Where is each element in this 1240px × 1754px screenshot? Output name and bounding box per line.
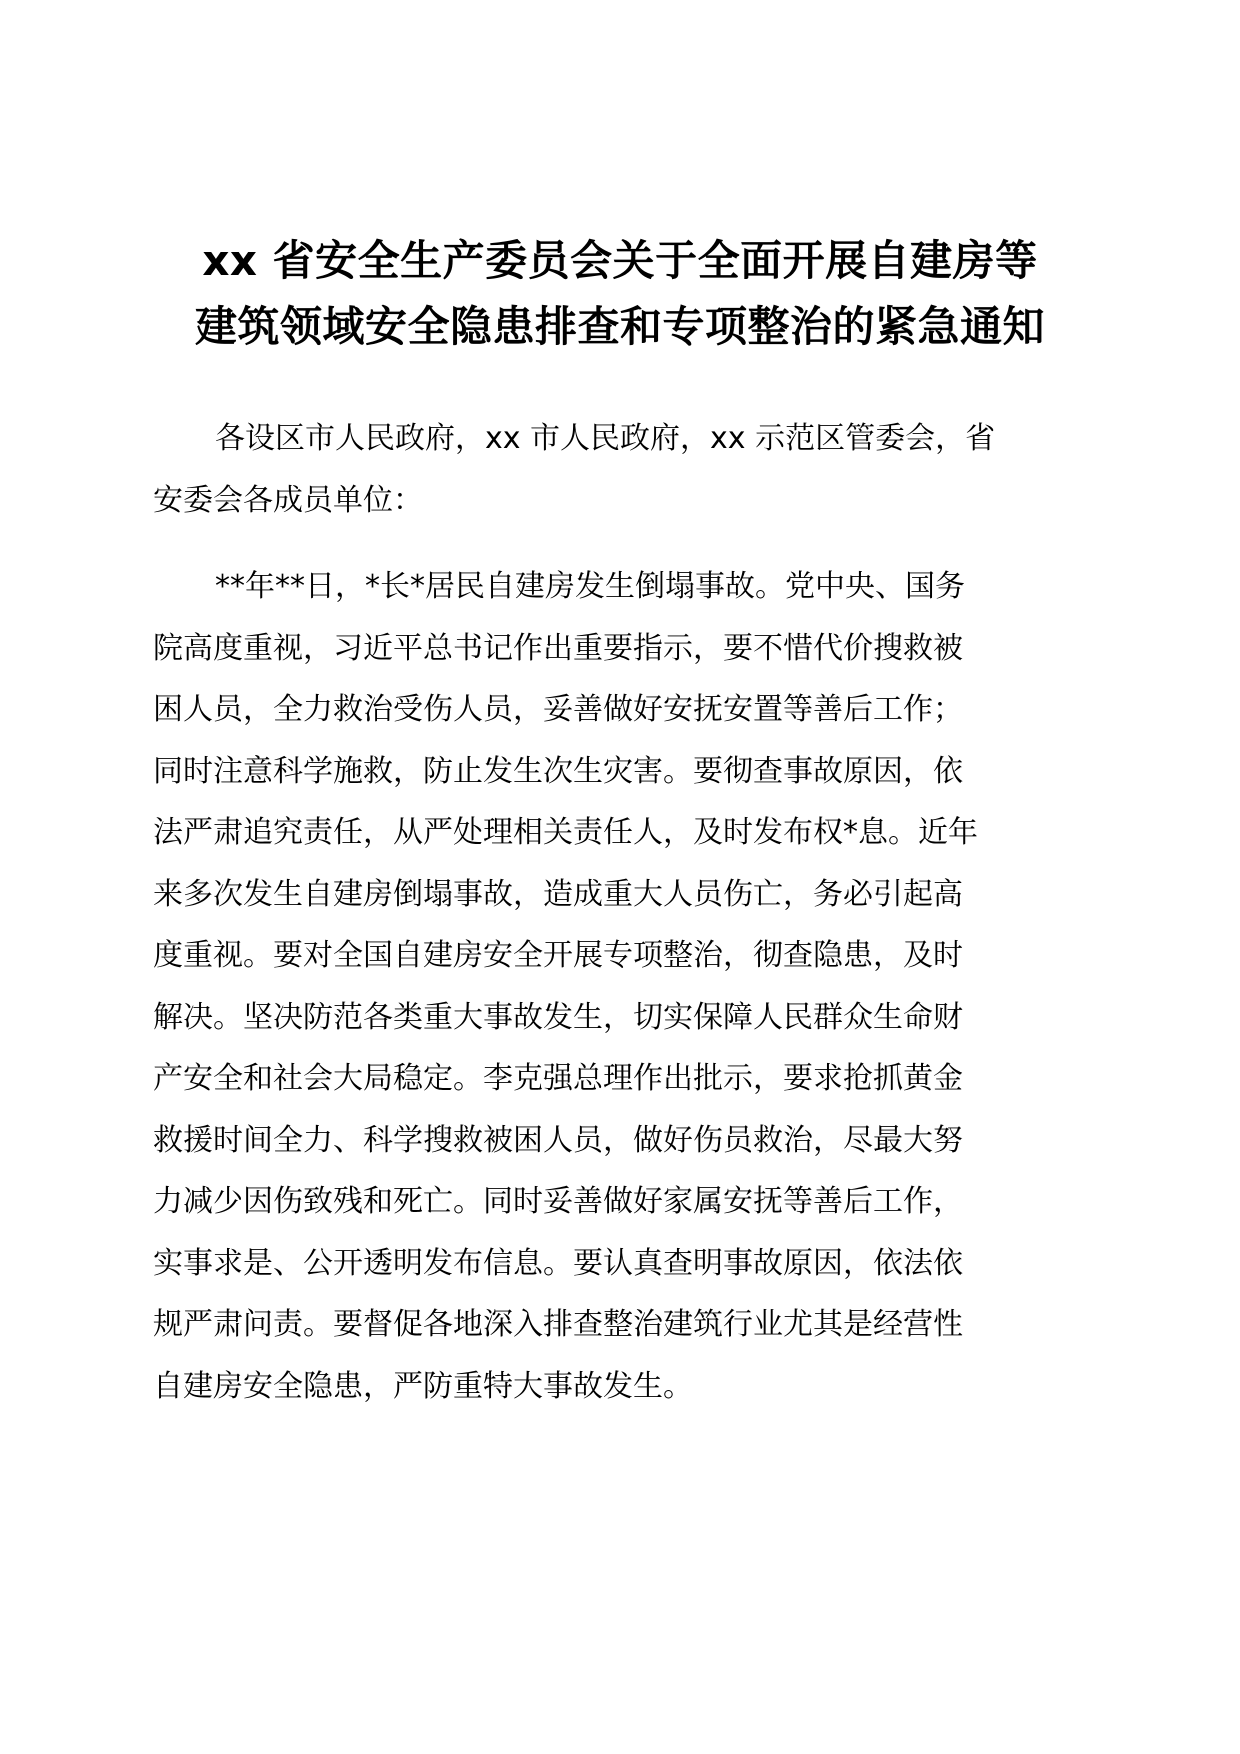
paragraph-line: 自建房安全隐患，严防重特大事故发生。 xyxy=(153,1368,693,1404)
paragraph-line: 救援时间全力、科学搜救被困人员，做好伤员救治，尽最大努 xyxy=(153,1122,963,1158)
paragraph-line: 实事求是、公开透明发布信息。要认真查明事故原因，依法依 xyxy=(153,1245,963,1281)
paragraph-line: 困人员，全力救治受伤人员，妥善做好安抚安置等善后工作； xyxy=(153,692,963,727)
title-line-1: xx 省安全生产委员会关于全面开展自建房等 xyxy=(202,236,1038,285)
paragraph-line: 院高度重视，习近平总书记作出重要指示，要不惜代价搜救被 xyxy=(153,630,963,666)
salutation-line-1: 各设区市人民政府，xx 市人民政府，xx 示范区管委会，省 xyxy=(215,421,996,456)
document-title xyxy=(140,228,1100,360)
paragraph-line: 解决。坚决防范各类重大事故发生，切实保障人民群众生命财 xyxy=(153,999,963,1035)
paragraph-line: 来多次发生自建房倒塌事故，造成重大人员伤亡，务必引起高 xyxy=(153,876,963,912)
paragraph-line: **年**日，*长*居民自建房发生倒塌事故。党中央、国务 xyxy=(215,569,965,604)
paragraph-line: 产安全和社会大局稳定。李克强总理作出批示，要求抢抓黄金 xyxy=(153,1061,963,1096)
body-paragraph xyxy=(153,556,1083,1417)
salutation-line-2: 安委会各成员单位： xyxy=(153,482,423,518)
paragraph-line: 规严肃问责。要督促各地深入排查整治建筑行业尤其是经营性 xyxy=(153,1307,963,1342)
paragraph-line: 法严肃追究责任，从严处理相关责任人，及时发布权*息。近年 xyxy=(153,815,978,850)
title-line-2: 建筑领域安全隐患排查和专项整治的紧急通知 xyxy=(194,302,1045,351)
paragraph-line: 度重视。要对全国自建房安全开展专项整治，彻查隐患，及时 xyxy=(153,938,963,973)
salutation xyxy=(153,408,1083,531)
paragraph-line: 力减少因伤致残和死亡。同时妥善做好家属安抚等善后工作， xyxy=(153,1184,963,1219)
paragraph-line: 同时注意科学施救，防止发生次生灾害。要彻查事故原因，依 xyxy=(153,753,963,789)
